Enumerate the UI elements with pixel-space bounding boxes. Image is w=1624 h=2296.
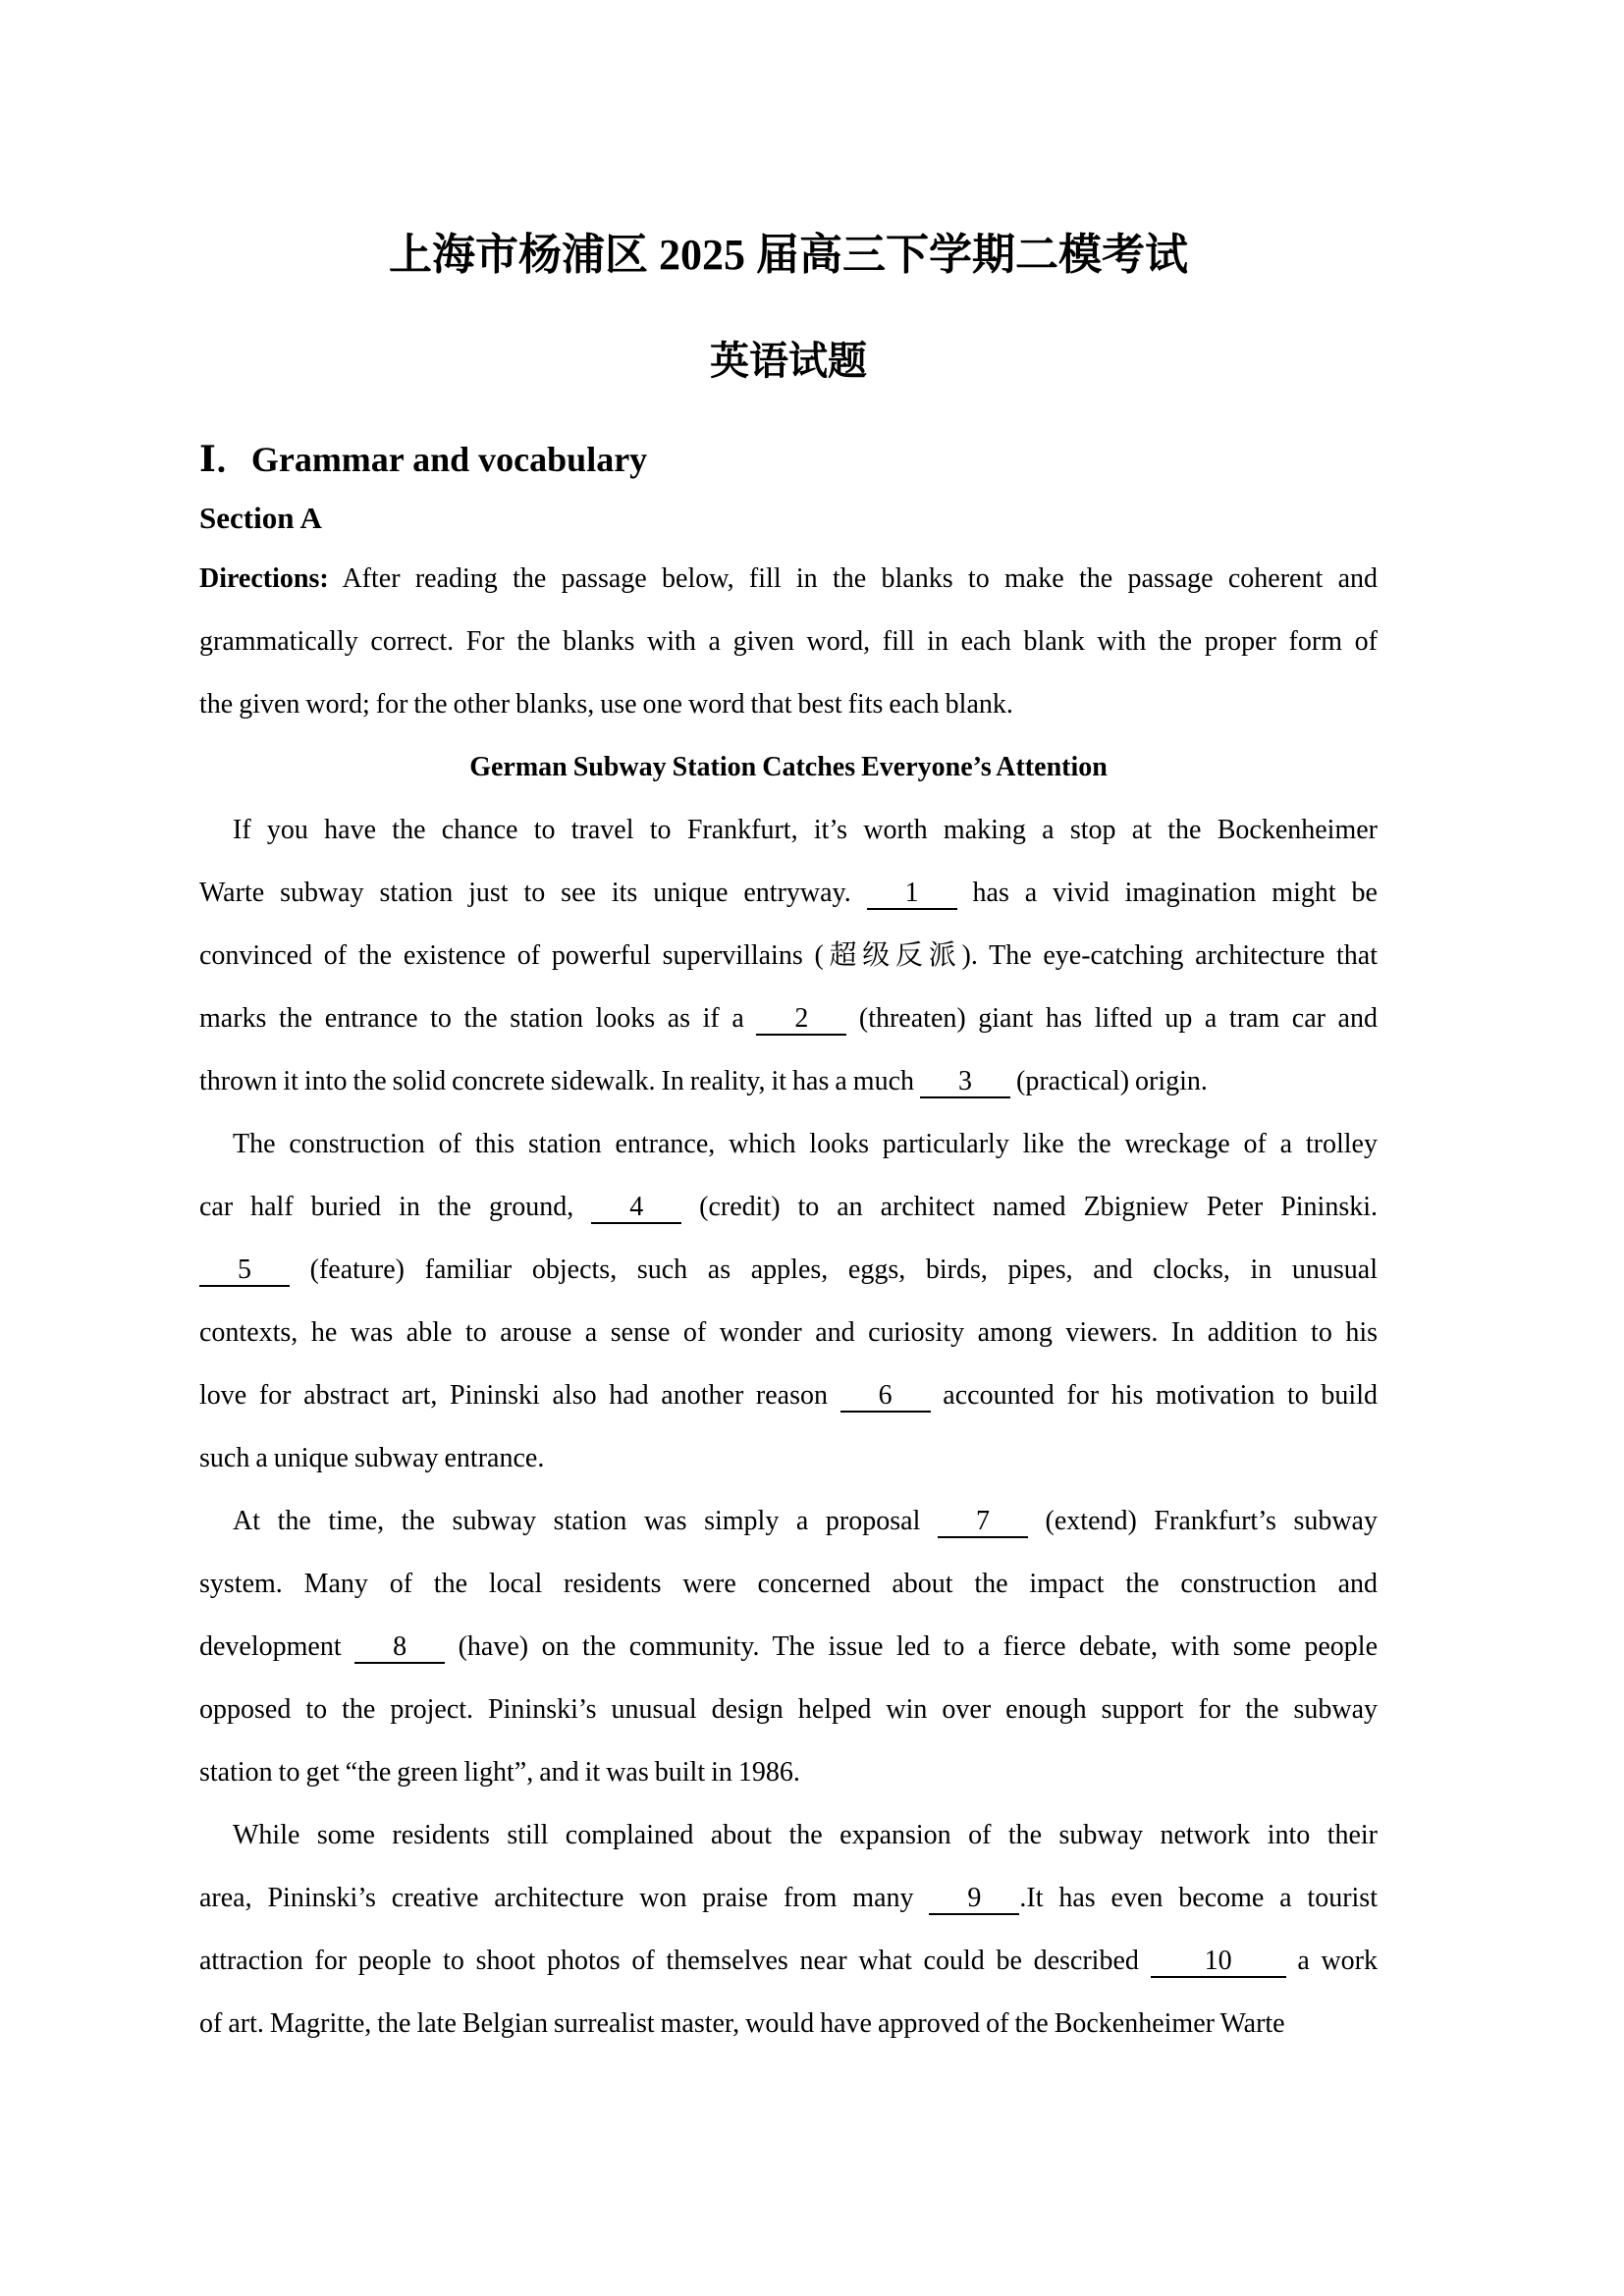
text: station to get “the green light”, and it was built in 1986.	[199, 1757, 800, 1788]
text-line	[199, 548, 1378, 611]
text-line	[199, 1930, 1378, 1993]
text: (threaten) giant has lifted up a tram car and	[846, 1003, 1378, 1034]
text-line	[199, 1302, 1378, 1364]
text: contexts, he was able to arouse a sense of wonder and curiosity among viewers. In addition to his	[199, 1317, 1378, 1348]
text-line	[199, 673, 1378, 736]
text: love for abstract art, Pininski also had another reason	[199, 1380, 840, 1411]
exam-title: 上海市杨浦区 2025 届高三下学期二模考试	[389, 231, 1188, 279]
text: .It has even become a tourist	[1019, 1883, 1378, 1913]
text: opposed to the project. Pininski’s unusual design helped win over enough support for the subway	[199, 1694, 1378, 1725]
text: At the time, the subway station was simply a proposal	[233, 1506, 938, 1536]
blank-1[interactable]: 1	[867, 879, 957, 910]
text: thrown it into the solid concrete sidewalk. In reality, it has a much	[199, 1066, 920, 1096]
text-line	[199, 1993, 1378, 2056]
text: (credit) to an architect named Zbigniew Peter Pininski.	[681, 1192, 1379, 1222]
text: (extend) Frankfurt’s subway	[1027, 1506, 1378, 1536]
text-line	[199, 1176, 1378, 1239]
section-1-heading: Ⅰ．Grammar and vocabulary	[199, 440, 648, 479]
text-line	[199, 925, 1378, 988]
text: (practical) origin.	[1010, 1066, 1208, 1096]
text: area, Pininski’s creative architecture won praise from many	[199, 1883, 930, 1913]
text: system. Many of the local residents were concerned about the impact the construction and	[199, 1569, 1378, 1599]
text-line	[199, 1490, 1378, 1553]
text-line	[199, 1867, 1378, 1930]
blank-10[interactable]: 10	[1151, 1947, 1286, 1978]
text-line	[199, 611, 1378, 673]
text: such a unique subway entrance.	[199, 1443, 545, 1473]
text-line	[199, 1239, 1378, 1302]
text: While some residents still complained about the expansion of the subway network into their	[233, 1820, 1378, 1850]
blank-4[interactable]: 4	[591, 1193, 681, 1224]
page-content	[199, 231, 1379, 2056]
document-body	[199, 548, 1378, 2056]
text-line	[199, 1804, 1378, 1867]
exam-subject-title: 英语试题	[710, 339, 867, 383]
text: marks the entrance to the station looks as if a	[199, 1003, 757, 1034]
text: Warte subway station just to see its unique entryway.	[199, 878, 867, 908]
blank-6[interactable]: 6	[840, 1381, 931, 1413]
text: a work	[1285, 1946, 1378, 1976]
text: attraction for people to shoot photos of themselves near what could be described	[199, 1946, 1151, 1976]
passage-paragraph	[199, 1113, 1378, 1490]
text-line	[199, 988, 1378, 1050]
text-line	[199, 1113, 1378, 1176]
blank-7[interactable]: 7	[938, 1507, 1028, 1538]
blank-8[interactable]: 8	[354, 1632, 445, 1664]
bold-text: Directions:	[199, 563, 329, 594]
text: grammatically correct. For the blanks with a given word, fill in each blank with the proper form of	[199, 626, 1378, 657]
text-line	[199, 1427, 1378, 1490]
text: development	[199, 1631, 355, 1662]
directions-paragraph	[199, 548, 1378, 736]
passage-paragraph	[199, 1804, 1378, 2056]
text: has a vivid imagination might be	[956, 878, 1378, 908]
blank-2[interactable]: 2	[756, 1004, 846, 1036]
text-line	[199, 1553, 1378, 1616]
passage-title: German Subway Station Catches Everyone’s Attention	[469, 752, 1108, 782]
text: The construction of this station entrance, which looks particularly like the wreckage of a trolley	[233, 1129, 1378, 1159]
text: convinced of the existence of powerful supervillains (超级反派). The eye-catching architecture that	[199, 940, 1378, 971]
blank-9[interactable]: 9	[929, 1884, 1019, 1915]
text-line	[199, 1050, 1378, 1113]
text: car half buried in the ground,	[199, 1192, 592, 1222]
section-a-heading: Section A	[199, 501, 322, 535]
passage-paragraph	[199, 1490, 1378, 1804]
text: (have) on the community. The issue led to a fierce debate, with some people	[445, 1631, 1379, 1662]
text: If you have the chance to travel to Frankfurt, it’s worth making a stop at the Bockenheimer	[233, 815, 1378, 845]
text-line	[199, 1616, 1378, 1679]
text-line	[199, 1679, 1378, 1741]
text-line	[199, 1741, 1378, 1804]
text: (feature) familiar objects, such as apples, eggs, birds, pipes, and clocks, in unusual	[290, 1255, 1378, 1285]
text: the given word; for the other blanks, use one word that best fits each blank.	[199, 689, 1013, 720]
text-line	[199, 1364, 1378, 1427]
text-line	[199, 862, 1378, 925]
text: accounted for his motivation to build	[930, 1380, 1378, 1411]
text: of art. Magritte, the late Belgian surrealist master, would have approved of the Bockenheimer Warte	[199, 2008, 1285, 2039]
blank-5[interactable]: 5	[199, 1255, 290, 1287]
text: After reading the passage below, fill in the blanks to make the passage coherent and	[328, 563, 1378, 594]
text-line	[199, 799, 1378, 862]
passage-paragraph	[199, 799, 1378, 1113]
blank-3[interactable]: 3	[920, 1067, 1010, 1098]
